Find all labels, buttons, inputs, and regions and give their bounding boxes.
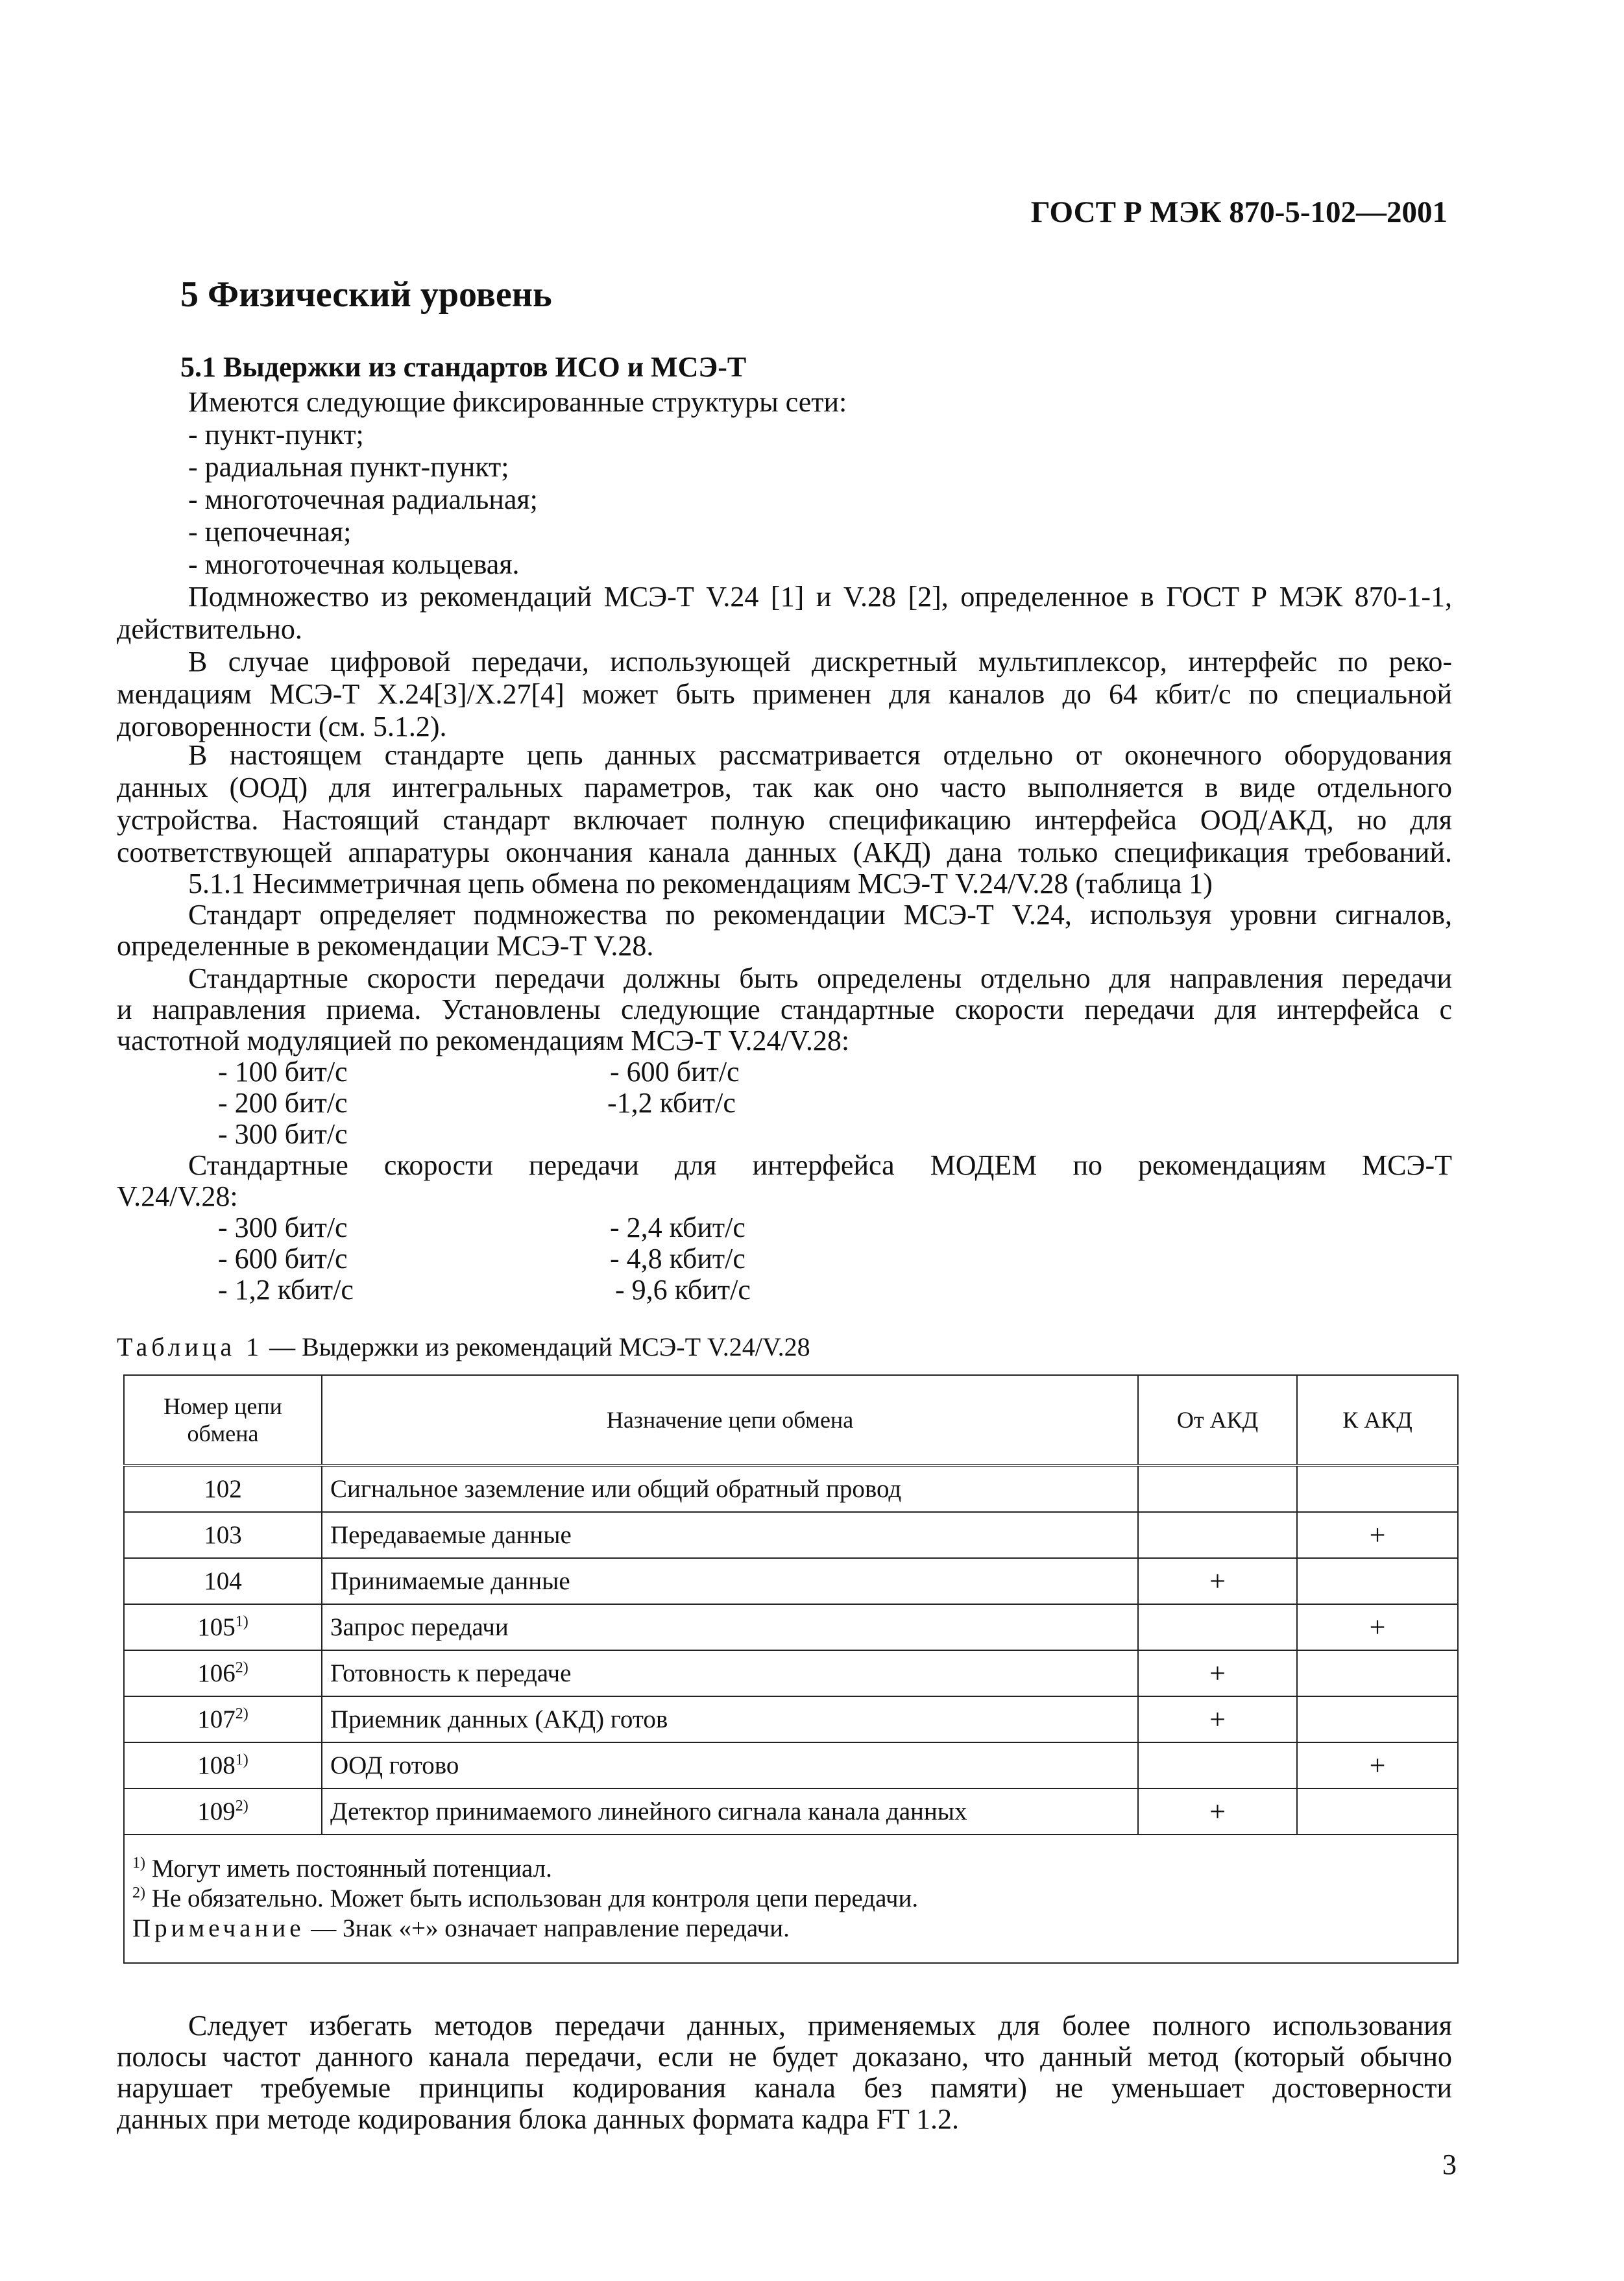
rate-item: - 300 бит/с [218,1212,348,1243]
table-note: Примечание — Знак «+» означает направление передачи. [132,1914,790,1942]
paragraph-line: частотной модуляцией по рекомендациям МСЭ-Т V.24/V.28: [117,1025,850,1056]
table-row [124,1512,1458,1558]
paragraph-line: Стандарт определяет подмножества по рекомендации МСЭ-Т V.24, используя уровни сигналов, [188,899,1452,931]
table-row [124,1558,1458,1604]
circuit-purpose: Сигнальное заземление или общий обратный провод [322,1465,1138,1512]
circuit-number: 103 [124,1512,322,1558]
from-akd-mark [1138,1512,1297,1558]
circuit-table [123,1374,1459,1964]
paragraph-line: В случае цифровой передачи, использующей дискретный мультиплексор, интерфейс по реко- [188,646,1452,677]
to-akd-mark: + [1297,1604,1458,1650]
table-row [124,1650,1458,1696]
paragraph-line: соответствующей аппаратуры окончания канала данных (АКД) дана только спецификация требований. [117,836,1452,868]
table-row [124,1696,1458,1742]
from-akd-mark: + [1138,1558,1297,1604]
header-number: Номер цепи обмена [124,1375,322,1465]
to-akd-mark [1297,1788,1458,1835]
circuit-number: 104 [124,1558,322,1604]
table-row [124,1465,1458,1512]
paragraph-line: и направления приема. Установлены следующие стандартные скорости передачи для интерфейса с [117,994,1452,1025]
list-item: - пункт-пункт; [188,419,364,450]
table-notes-row [124,1835,1458,1963]
paragraph-line: В настоящем стандарте цепь данных рассматривается отдельно от оконечного оборудования [188,739,1452,771]
circuit-purpose: Запрос передачи [322,1604,1138,1650]
paragraph-line: Следует избегать методов передачи данных, применяемых для более полного использования [188,2010,1452,2042]
from-akd-mark [1138,1465,1297,1512]
paragraph-line: Стандартные скорости передачи должны быть определены отдельно для направления передачи [188,962,1452,994]
to-akd-mark [1297,1465,1458,1512]
circuit-purpose: Передаваемые данные [322,1512,1138,1558]
rate-item: - 2,4 кбит/с [610,1212,745,1243]
circuit-number: 108$^{1)}$ [124,1742,322,1788]
circuit-number: 109$^{2)}$ [124,1788,322,1835]
circuit-number: 105$^{1)}$ [124,1604,322,1650]
footnote-2: $^{2)}$ Не обязательно. Может быть использован для контроля цепи передачи. [132,1885,919,1912]
table-notes [124,1835,1458,1963]
paragraph-line: договоренности (см. 5.1.2). [117,711,447,742]
table-row [124,1742,1458,1788]
subsection-title: 5.1 Выдержки из стандартов ИСО и МСЭ-Т [180,351,747,383]
paragraph-line: Подмножество из рекомендаций МСЭ-Т V.24 [1] и V.28 [2], определенное в ГОСТ Р МЭК 870-1-1, [188,581,1452,613]
document-code: ГОСТ Р МЭК 870-5-102—2001 [1030,195,1448,229]
circuit-number: 106$^{2)}$ [124,1650,322,1696]
table-row [124,1788,1458,1835]
from-akd-mark: + [1138,1696,1297,1742]
to-akd-mark [1297,1558,1458,1604]
list-item: - цепочечная; [188,516,352,548]
table-caption-label: Таблица 1 [117,1332,263,1361]
circuit-purpose: Принимаемые данные [322,1558,1138,1604]
header-to-akd: К АКД [1297,1375,1458,1465]
header-from-akd: От АКД [1138,1375,1297,1465]
table-caption [117,1332,810,1362]
list-item: - радиальная пункт-пункт; [188,451,509,483]
to-akd-mark: + [1297,1742,1458,1788]
paragraph-line: 5.1.1 Несимметричная цепь обмена по рекомендациям МСЭ-Т V.24/V.28 (таблица 1) [188,868,1213,899]
paragraph-line: Стандартные скорости передачи для интерфейса МОДЕМ по рекомендациям МСЭ-Т [188,1149,1452,1181]
paragraph-line: Имеются следующие фиксированные структуры сети: [188,386,847,418]
to-akd-mark: + [1297,1512,1458,1558]
from-akd-mark: + [1138,1650,1297,1696]
rate-item: - 600 бит/с [218,1243,348,1275]
table-header-row [124,1375,1458,1465]
paragraph-line: определенные в рекомендации МСЭ-Т V.28. [117,930,654,962]
from-akd-mark [1138,1604,1297,1650]
to-akd-mark [1297,1696,1458,1742]
section-title: 5 Физический уровень [180,274,552,315]
circuit-purpose: ООД готово [322,1742,1138,1788]
paragraph-line: V.24/V.28: [117,1180,238,1212]
table-row [124,1604,1458,1650]
paragraph-line: данных при методе кодирования блока данных формата кадра FT 1.2. [117,2103,960,2135]
from-akd-mark: + [1138,1788,1297,1835]
circuit-purpose: Готовность к передаче [322,1650,1138,1696]
rate-item: -1,2 кбит/с [607,1087,736,1119]
rate-item: - 200 бит/с [218,1087,348,1119]
footnote-1: $^{1)}$ Могут иметь постоянный потенциал. [132,1855,552,1883]
circuit-number: 102 [124,1465,322,1512]
from-akd-mark [1138,1742,1297,1788]
rate-item: - 1,2 кбит/с [218,1274,354,1306]
paragraph-line: нарушает требуемые принципы кодирования канала без памяти) не уменьшает достоверности [117,2072,1452,2104]
to-akd-mark [1297,1650,1458,1696]
paragraph-line: мендациям МСЭ-Т X.24[3]/X.27[4] может быть применен для каналов до 64 кбит/с по специальной [117,678,1452,710]
rate-item: - 600 бит/с [610,1056,740,1088]
circuit-number: 107$^{2)}$ [124,1696,322,1742]
paragraph-line: полосы частот данного канала передачи, если не будет доказано, что данный метод (который обычно [117,2041,1452,2073]
rate-item: - 100 бит/с [218,1056,348,1088]
paragraph-line: данных (ООД) для интегральных параметров, так как оно часто выполняется в виде отдельного [117,772,1452,803]
rate-item: - 300 бит/с [218,1118,348,1150]
rate-item: - 4,8 кбит/с [610,1243,745,1275]
rate-item: - 9,6 кбит/с [615,1274,751,1306]
table-caption-text: — Выдержки из рекомендаций МСЭ-Т V.24/V.28 [263,1332,810,1361]
list-item: - многоточечная кольцевая. [188,548,520,580]
circuit-purpose: Детектор принимаемого линейного сигнала канала данных [322,1788,1138,1835]
list-item: - многоточечная радиальная; [188,483,538,515]
paragraph-line: действительно. [117,613,302,645]
paragraph-line: устройства. Настоящий стандарт включает полную спецификацию интерфейса ООД/АКД, но для [117,804,1452,836]
page-number: 3 [1442,2149,1457,2180]
header-purpose: Назначение цепи обмена [322,1375,1138,1465]
circuit-purpose: Приемник данных (АКД) готов [322,1696,1138,1742]
